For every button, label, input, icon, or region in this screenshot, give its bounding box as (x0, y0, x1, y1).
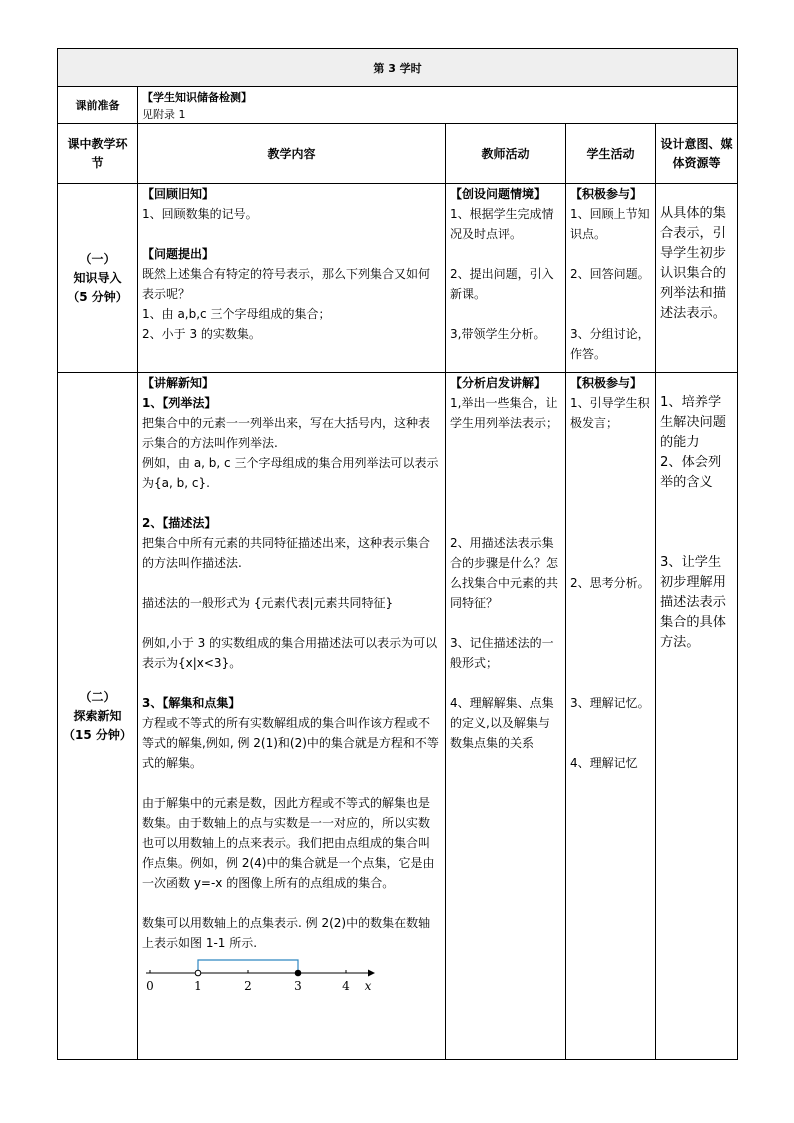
section-1-design (656, 184, 738, 373)
solution-set-def: 方程或不等式的所有实数解组成的集合叫作该方程或不等式的解集,例如, 例 2(1)和(2)中的集合就是方程和不等式的解集。 (142, 716, 439, 770)
section-2-content (138, 373, 446, 1060)
review-item: 1、回顾数集的记号。 (142, 207, 258, 221)
section-1-content (138, 184, 446, 373)
header-stage: 课中教学环节 (58, 124, 138, 184)
axis-label-1: 1 (194, 979, 202, 993)
lesson-title: 第 3 学时 (58, 49, 738, 87)
section-1-teacher (446, 184, 566, 373)
section-2-teacher (446, 373, 566, 1060)
teacher-item-3: 3、记住描述法的一般形式； (450, 636, 554, 670)
teacher-item-1: 1、根据学生完成情况及时点评。 (450, 207, 554, 241)
prep-content (138, 87, 738, 124)
question-item-2: 2、小于 3 的实数集。 (142, 327, 261, 341)
teacher-heading: 【创设问题情境】 (450, 187, 547, 201)
header-content: 教学内容 (138, 124, 446, 184)
open-point-1 (195, 970, 201, 976)
lesson-plan-table (57, 48, 738, 1060)
teacher-heading: 【分析启发讲解】 (450, 376, 547, 390)
design-text: 从具体的集合表示，引导学生初步认识集合的列举法和描述法表示。 (660, 206, 726, 321)
student-item-2: 2、思考分析。 (570, 576, 650, 590)
header-student: 学生活动 (566, 124, 656, 184)
explain-heading: 【讲解新知】 (142, 376, 215, 390)
student-heading: 【积极参与】 (570, 187, 643, 201)
list-method-example: 例如，由 a, b, c 三个字母组成的集合用列举法可以表示为{a, b, c}. (142, 456, 439, 490)
prep-row (58, 87, 738, 124)
axis-variable: x (364, 979, 372, 993)
teacher-item-3: 3,带领学生分析。 (450, 327, 546, 341)
section-1-student (566, 184, 656, 373)
closed-point-3 (295, 970, 301, 976)
prep-label: 课前准备 (58, 87, 138, 124)
list-method-def: 把集合中的元素一一列举出来，写在大括号内，这种表示集合的方法叫作列举法. (142, 416, 431, 450)
desc-method-def: 把集合中所有元素的共同特征描述出来，这种表示集合的方法叫作描述法. (142, 536, 431, 570)
section-1-row (58, 184, 738, 373)
axis-intro: 数集可以用数轴上的点集表示. 例 2(2)中的数集在数轴上表示如图 1-1 所示. (142, 916, 431, 950)
desc-method-form: 描述法的一般形式为 {元素代表|元素共同特征} (142, 596, 394, 610)
solution-set-title: 3、【解集和点集】 (142, 696, 241, 710)
student-item-3: 3、理解记忆。 (570, 696, 650, 710)
section-2-label: （二） 探索新知 （15 分钟） (58, 373, 138, 1060)
teacher-item-1: 1,举出一些集合，让学生用列举法表示； (450, 396, 559, 430)
student-item-2: 2、回答问题。 (570, 267, 650, 281)
design-item-1: 1、培养学生解决问题的能力 (660, 395, 726, 450)
header-design: 设计意图、媒体资源等 (656, 124, 738, 184)
axis-label-2: 2 (244, 979, 252, 993)
section-2-student (566, 373, 656, 1060)
question-item-1: 1、由 a,b,c 三个字母组成的集合； (142, 307, 331, 321)
review-heading: 【回顾旧知】 (142, 187, 215, 201)
question-heading: 【问题提出】 (142, 247, 215, 261)
lesson-title-row (58, 49, 738, 87)
student-heading: 【积极参与】 (570, 376, 643, 390)
teacher-item-2: 2、用描述法表示集合的步骤是什么？怎么找集合中元素的共同特征？ (450, 536, 559, 610)
design-item-2: 2、体会列举的含义 (660, 455, 722, 490)
student-item-3: 3、分组讨论，作答。 (570, 327, 650, 361)
list-method-title: 1、【列举法】 (142, 396, 217, 410)
section-2-design (656, 373, 738, 1060)
axis-label-0: 0 (146, 979, 154, 993)
desc-method-example: 例如,小于 3 的实数组成的集合用描述法可以表示为可以表示为{x|x<3}。 (142, 636, 438, 670)
number-line-figure (142, 957, 382, 995)
student-item-4: 4、理解记忆 (570, 756, 638, 770)
header-row (58, 124, 738, 184)
header-teacher: 教师活动 (446, 124, 566, 184)
axis-arrow (368, 970, 375, 977)
question-text: 既然上述集合有特定的符号表示，那么下列集合又如何表示呢？ (142, 267, 431, 301)
teacher-item-2: 2、提出问题，引入新课。 (450, 267, 554, 301)
section-2-row (58, 373, 738, 1060)
design-item-3: 3、让学生初步理解用描述法表示集合的具体方法。 (660, 555, 726, 650)
student-item-1: 1、引导学生积极发言； (570, 396, 650, 430)
prep-body: 见附录 1 (142, 108, 186, 121)
point-set-def: 由于解集中的元素是数，因此方程或不等式的解集也是数集。由于数轴上的点与实数是一一对应的，所以实数也可以用数轴上的点来表示。我们把由点组成的集合叫作点集。例如，例 2(4)中的集合就是一个点集，它是由一次函数 y=-x 的图像上所有的点组成的集合。 (142, 796, 435, 890)
section-1-label: （一） 知识导入 （5 分钟） (58, 184, 138, 373)
axis-label-4: 4 (342, 979, 350, 993)
axis-label-3: 3 (294, 979, 302, 993)
prep-heading: 【学生知识储备检测】 (142, 91, 252, 104)
teacher-item-4: 4、理解解集、点集的定义,以及解集与数集点集的关系 (450, 696, 554, 750)
student-item-1: 1、回顾上节知识点。 (570, 207, 650, 241)
desc-method-title: 2、【描述法】 (142, 516, 217, 530)
